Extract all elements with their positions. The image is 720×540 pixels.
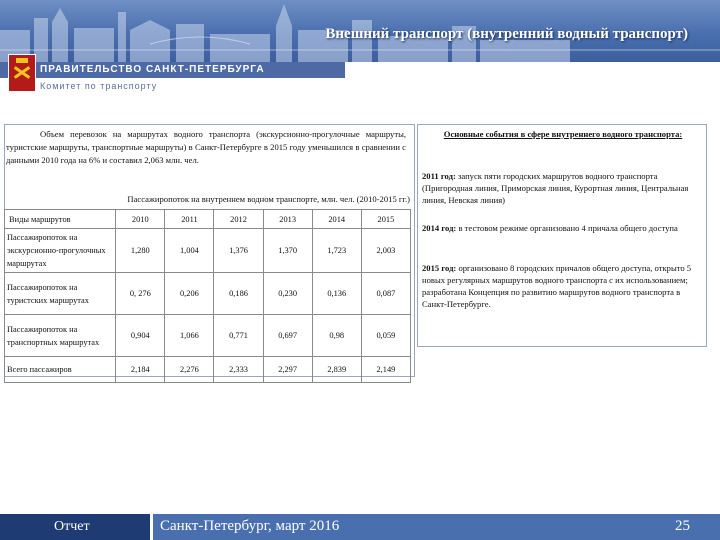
row-label: Пассажиропоток на туристских маршрутах [5, 273, 116, 315]
event-item [422, 170, 702, 206]
table-cell: 2,184 [116, 357, 165, 383]
table-row [5, 273, 411, 315]
event-item [422, 262, 702, 310]
table-cell: 0,98 [312, 315, 361, 357]
event-year: 2015 год: [422, 263, 457, 273]
header-year: 2011 [165, 210, 214, 229]
intro-paragraph: Объем перевозок на маршрутах водного транспорта (экскурсионно-прогулочные маршруты, туристские маршруты, транспортные маршруты) в Санкт-Петербурге в 2015 году уменьшился в сравнении с данными 2010 года на 6% и составил 2,063 млн. чел. [6, 129, 406, 165]
slide-title: Внешний транспорт (внутренний водный транспорт) [325, 26, 688, 42]
table-cell: 1,376 [214, 229, 263, 273]
table-cell: 2,297 [263, 357, 312, 383]
header-year: 2013 [263, 210, 312, 229]
event-text: организовано 8 городских причалов общего доступа, открыто 5 новых регулярных маршрутов водного транспорта с их использованием; разработана Концепция по развитию маршрутов водного транспорта в Санкт-Петербурге. [422, 263, 692, 309]
footer-city-date: Санкт-Петербург, март 2016 [160, 518, 340, 534]
page-number: 25 [675, 518, 690, 534]
row-label: Пассажиропоток на транспортных маршрутах [5, 315, 116, 357]
government-name: ПРАВИТЕЛЬСТВО САНКТ-ПЕТЕРБУРГА [40, 64, 265, 75]
row-label: Пассажиропоток на экскурсионно-прогулочных маршрутах [5, 229, 116, 273]
table-cell: 0,206 [165, 273, 214, 315]
table-cell: 0,186 [214, 273, 263, 315]
table-cell: 0,087 [361, 273, 410, 315]
event-year: 2011 год: [422, 171, 456, 181]
table-cell: 0,904 [116, 315, 165, 357]
footer-divider [150, 514, 153, 540]
table-cell: 0,771 [214, 315, 263, 357]
table-cell: 1,370 [263, 229, 312, 273]
event-text: запуск пяти городских маршрутов водного транспорта (Пригородная линия, Приморская линия, Курортная линия, Центральная линия, Невская линия) [422, 171, 689, 205]
table-row [5, 229, 411, 273]
table-cell: 1,066 [165, 315, 214, 357]
footer-report-label: Отчет [54, 519, 90, 534]
table-cell: 0,697 [263, 315, 312, 357]
events-title: Основные события в сфере внутреннего водного транспорта: [443, 129, 683, 139]
table-cell: 2,149 [361, 357, 410, 383]
header-year: 2014 [312, 210, 361, 229]
table-cell: 0,136 [312, 273, 361, 315]
passenger-flow-table [4, 209, 411, 383]
table-cell: 1,280 [116, 229, 165, 273]
table-cell: 1,723 [312, 229, 361, 273]
event-year: 2014 год: [422, 223, 457, 233]
table-cell: 1,004 [165, 229, 214, 273]
header-banner [0, 0, 720, 62]
table-cell: 2,333 [214, 357, 263, 383]
coat-of-arms-icon [8, 54, 36, 92]
header-year: 2010 [116, 210, 165, 229]
right-panel-frame [417, 124, 707, 347]
table-cell: 2,003 [361, 229, 410, 273]
table-cell: 2,276 [165, 357, 214, 383]
table-cell: 0,059 [361, 315, 410, 357]
row-label: Всего пассажиров [5, 357, 116, 383]
event-item [422, 222, 702, 234]
header-route-types: Виды маршрутов [5, 210, 116, 229]
header-year: 2015 [361, 210, 410, 229]
event-text: в тестовом режиме организовано 4 причала общего доступа [458, 223, 678, 233]
table-row [5, 315, 411, 357]
table-header-row [5, 210, 411, 229]
table-caption: Пассажиропоток на внутреннем водном транспорте, млн. чел. (2010-2015 гг.) [127, 194, 410, 204]
table-cell: 0,230 [263, 273, 312, 315]
table-cell: 0, 276 [116, 273, 165, 315]
table-cell: 2,839 [312, 357, 361, 383]
table-total-row [5, 357, 411, 383]
committee-name: Комитет по транспорту [40, 81, 158, 91]
header-year: 2012 [214, 210, 263, 229]
